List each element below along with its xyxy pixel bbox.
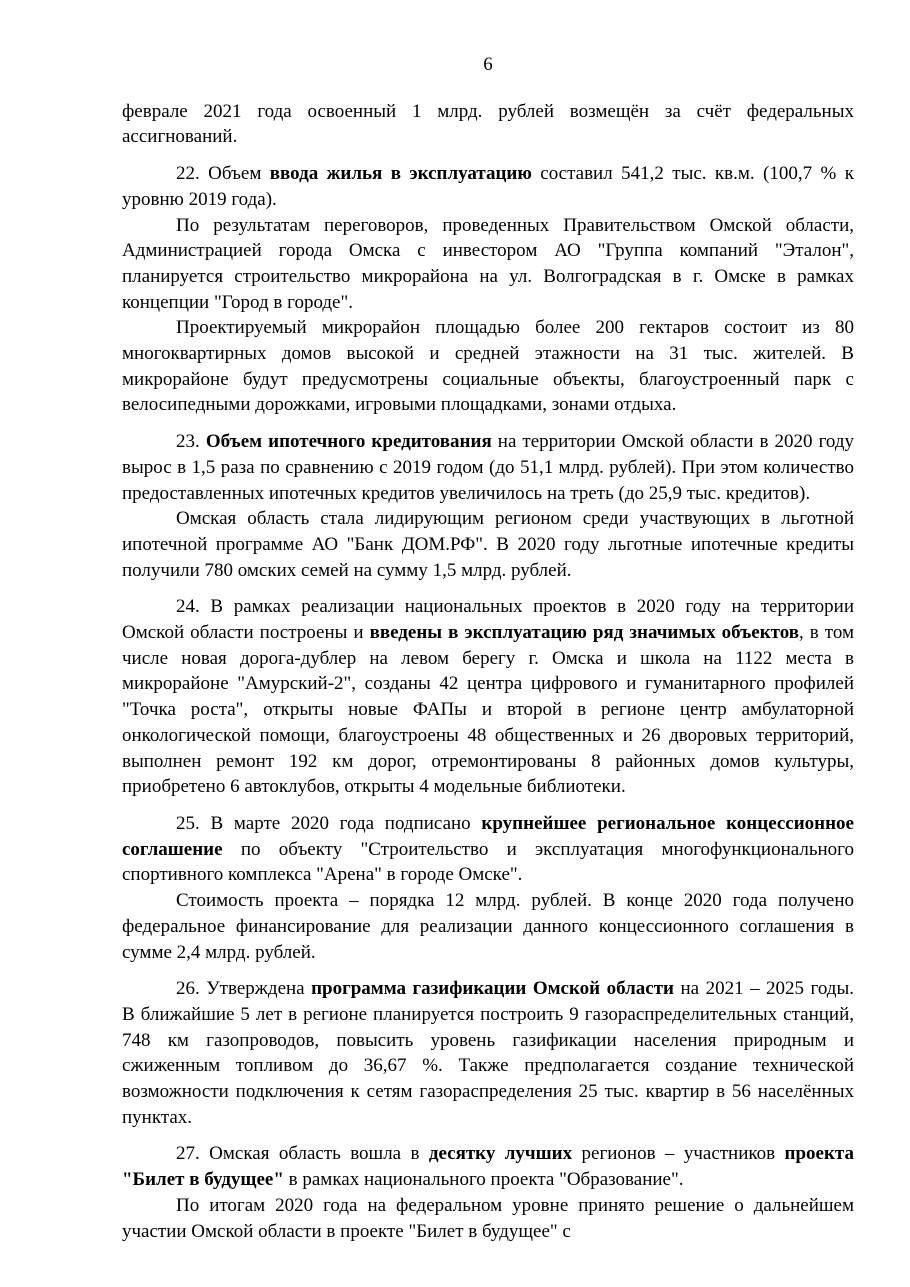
- paragraph-p8: [122, 888, 854, 965]
- paragraph-p3: [122, 315, 854, 418]
- text-run: 26. Утверждена: [176, 978, 312, 1000]
- text-run: регионов – участников: [572, 1143, 785, 1165]
- text-run: По итогам 2020 года на федеральном уровне принято решение о дальнейшем участии Омской области в проекте "Билет в будущее" с: [122, 1194, 854, 1242]
- paragraph-p1: [122, 161, 854, 212]
- text-run: 22. Объем: [176, 163, 270, 185]
- bold-text: ввода жилья в эксплуатацию: [269, 163, 532, 185]
- paragraph-p10: [122, 1141, 854, 1192]
- text-run: феврале 2021 года освоенный 1 млрд. рублей возмещён за счёт федеральных ассигнований.: [122, 100, 854, 148]
- text-run: , в том числе новая дорога-дублер на левом берегу г. Омска и школа на 1122 места в микрорайоне "Амурский-2", созданы 42 центра цифрового и гуманитарного профилей "Точка роста", открыты новые ФАПы и второй в регионе центр амбулаторной онкологической помощи, благоустроены 48 общественных и 26 дворовых территорий, выполнен ремонт 192 км дорог, отремонтированы 8 районных домов культуры, приобретено 6 автоклубов, открыты 4 модельные библиотеки.: [122, 622, 855, 798]
- text-run: по объекту "Строительство и эксплуатация многофункционального спортивного комплекса "Арена" в городе Омске".: [122, 838, 854, 886]
- paragraph-p7: [122, 811, 854, 888]
- text-run: 27. Омская область вошла в: [176, 1143, 429, 1165]
- paragraph-p11: [122, 1193, 854, 1244]
- bold-text: введены в эксплуатацию ряд значимых объектов: [369, 622, 800, 644]
- bold-text: Объем ипотечного кредитования: [205, 431, 492, 453]
- text-run: Проектируемый микрорайон площадью более 200 гектаров состоит из 80 многоквартирных домов высокой и средней этажности на 31 тыс. жителей. В микрорайоне будут предусмотрены социальные объекты, благоустроенный парк с велосипедными дорожками, игровыми площадками, зонами отдыха.: [122, 317, 854, 416]
- text-run: Стоимость проекта – порядка 12 млрд. рублей. В конце 2020 года получено федеральное финансирование для реализации данного концессионного соглашения в сумме 2,4 млрд. рублей.: [122, 890, 854, 963]
- bold-text: крупнейшее региональное концессионное соглашение: [122, 812, 854, 860]
- paragraph-p0: [122, 99, 854, 150]
- text-run: 23.: [176, 431, 206, 453]
- text-run: составил 541,2 тыс. кв.м. (100,7 % к уровню 2019 года).: [122, 163, 855, 210]
- text-run: По результатам переговоров, проведенных Правительством Омской области, Администрацией города Омска с инвестором АО "Группа компаний "Эталон", планируется строительство микрорайона на ул. Волгоградская в г. Омске в рамках концепции "Город в городе".: [122, 214, 854, 313]
- text-run: на территории Омской области в 2020 году вырос в 1,5 раза по сравнению с 2019 годом (до 51,1 млрд. рублей). При этом количество предоставленных ипотечных кредитов увеличилось на треть (до 25,9 тыс. кредитов).: [122, 431, 855, 504]
- document-body: [122, 99, 854, 1245]
- text-run: в рамках национального проекта "Образование".: [283, 1169, 684, 1191]
- bold-text: проекта "Билет в будущее": [122, 1143, 854, 1191]
- paragraph-p5: [122, 506, 854, 583]
- paragraph-p9: [122, 976, 854, 1130]
- paragraph-p6: [122, 594, 854, 800]
- paragraph-p2: [122, 213, 854, 316]
- bold-text: десятку лучших: [428, 1143, 573, 1165]
- text-run: Омская область стала лидирующим регионом среди участвующих в льготной ипотечной программе АО "Банк ДОМ.РФ". В 2020 году льготные ипотечные кредиты получили 780 омских семей на сумму 1,5 млрд. рублей.: [122, 508, 854, 581]
- page-number: 6: [483, 54, 493, 75]
- text-run: 24. В рамках реализации национальных проектов в 2020 году на территории Омской области построены и: [122, 596, 854, 644]
- text-run: 25. В марте 2020 года подписано: [176, 812, 482, 834]
- paragraph-p4: [122, 429, 854, 506]
- text-run: на 2021 – 2025 годы. В ближайшие 5 лет в регионе планируется построить 9 газораспределительных станций, 748 км газопроводов, повысить уровень газификации населения природным и сжиженным топливом до 36,67 %. Также предполагается создание технической возможности подключения к сетям газораспределения 25 тыс. квартир в 56 населённых пунктах.: [122, 978, 854, 1128]
- bold-text: программа газификации Омской области: [311, 978, 675, 1000]
